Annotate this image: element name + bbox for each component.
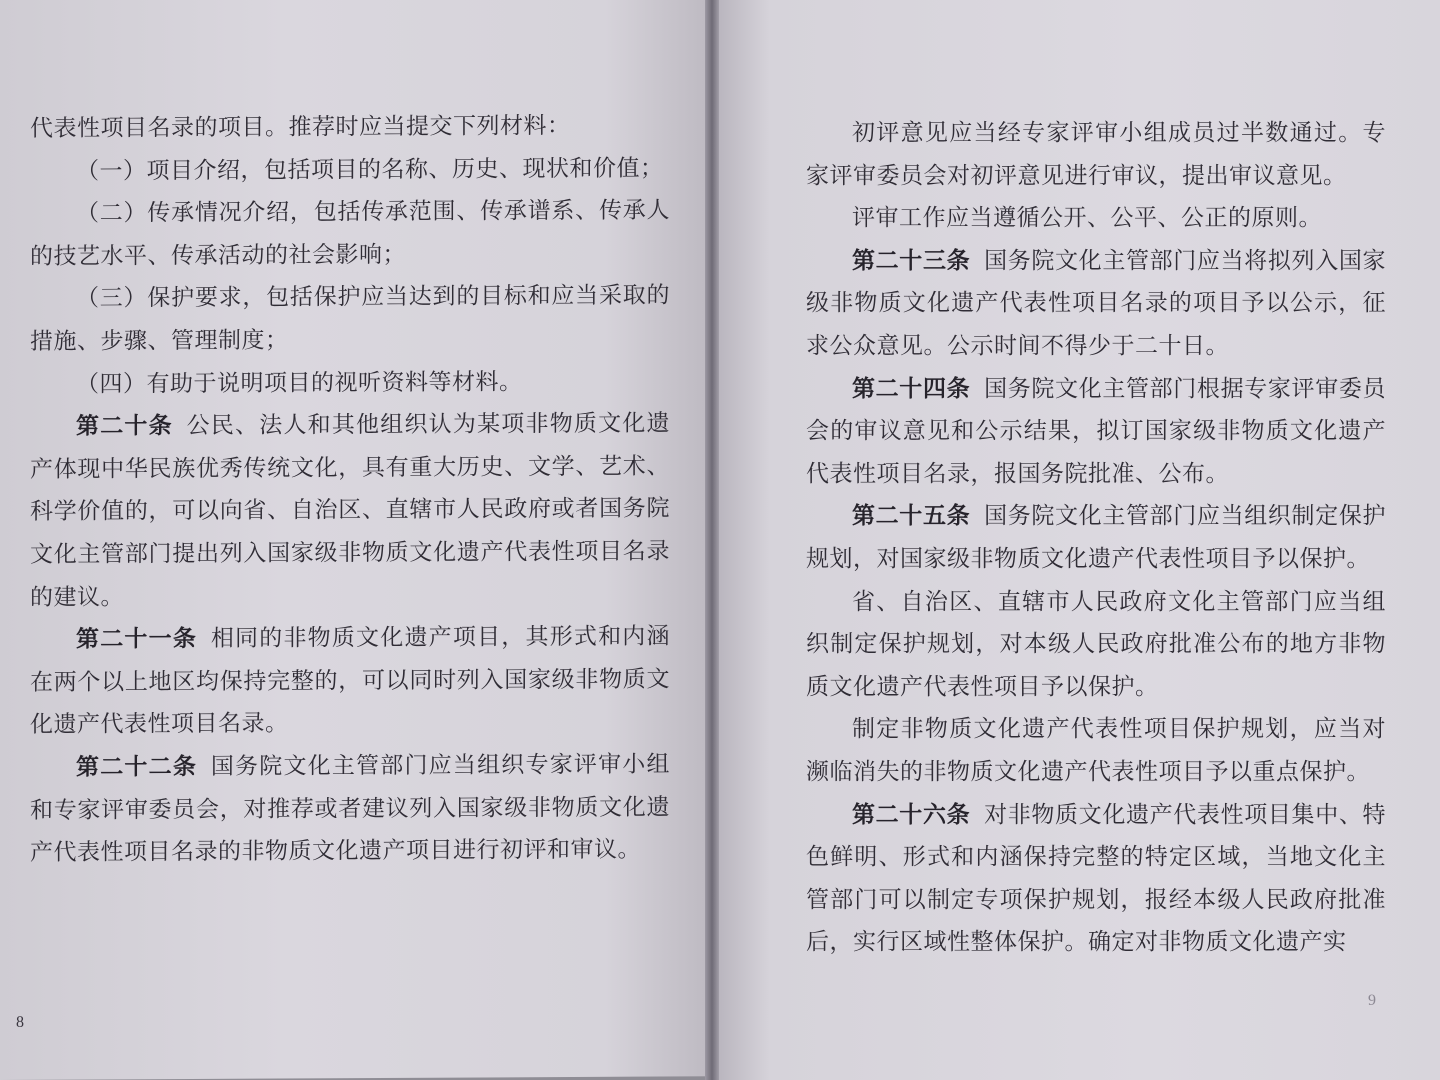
article-heading: 第二十五条 [852,502,971,530]
paragraph: 初评意见应当经专家评审小组成员过半数通过。专家评审委员会对初评意见进行审议，提出审议意见。 [806,120,1386,189]
article-paragraph: 第二十五条 国务院文化主管部门应当组织制定保护规划，对国家级非物质文化遗产代表性项目予以保护。 [806,502,1387,572]
page-number: 9 [1368,992,1376,1009]
paragraph: （四）有助于说明项目的视听资料等材料。 [76,368,523,398]
article-paragraph: 第二十三条 国务院文化主管部门应当将拟列入国家级非物质文化遗产代表性项目名录的项目予以公示，征求公众意见。公示时间不得少于二十日。 [806,246,1387,359]
article-heading: 第二十三条 [852,246,971,274]
book-gutter [705,0,719,1080]
right-page [712,0,1440,1080]
article-heading: 第二十条 [76,412,173,440]
article-heading: 第二十一条 [76,625,198,653]
page-number: 8 [16,1013,24,1031]
article-paragraph: 第二十四条 国务院文化主管部门根据专家评审委员会的审议意见和公示结果，拟订国家级非物质文化遗产代表性项目名录，报国务院批准、公布。 [806,374,1387,487]
paragraph: （三）保护要求，包括保护应当达到的目标和应当采取的措施、步骤、管理制度； [30,282,670,355]
paragraph: （二）传承情况介绍，包括传承范围、传承谱系、传承人的技艺水平、传承活动的社会影响； [30,197,670,270]
paragraph: 代表性项目名录的项目。推荐时应当提交下列材料： [30,113,571,142]
article-heading: 第二十四条 [852,374,971,402]
article-paragraph: 第二十六条 对非物质文化遗产代表性项目集中、特色鲜明、形式和内涵保持完整的特定区域，当地文化主管部门可以制定专项保护规划，报经本级人民政府批准后，实行区域性整体保护。确定对非物质文化遗产实 [806,800,1387,956]
left-page [0,0,712,1080]
paragraph: （一）项目介绍，包括项目的名称、历史、现状和价值； [76,155,664,185]
left-page-text [30,104,670,874]
paragraph: 省、自治区、直辖市人民政府文化主管部门应当组织制定保护规划，对本级人民政府批准公布的地方非物质文化遗产代表性项目予以保护。 [806,588,1386,700]
article-heading: 第二十六条 [852,800,971,828]
right-page-text [806,112,1386,964]
paragraph: 评审工作应当遵循公开、公平、公正的原则。 [852,205,1322,232]
paragraph: 制定非物质文化遗产代表性项目保护规划，应当对濒临消失的非物质文化遗产代表性项目予以重点保护。 [806,716,1386,785]
article-heading: 第二十二条 [76,752,198,781]
article-paragraph: 第二十一条 相同的非物质文化遗产项目，其形式和内涵在两个以上地区均保持完整的，可以同时列入国家级非物质文化遗产代表性项目名录。 [30,623,671,739]
article-paragraph: 第二十条 公民、法人和其他组织认为某项非物质文化遗产体现中华民族优秀传统文化，具有重大历史、文学、艺术、科学价值的，可以向省、自治区、直辖市人民政府或者国务院文化主管部门提出列入国家级非物质文化遗产代表性项目名录的建议。 [30,410,671,611]
article-paragraph: 第二十二条 国务院文化主管部门应当组织专家评审小组和专家评审委员会，对推荐或者建议列入国家级非物质文化遗产代表性项目名录的非物质文化遗产项目进行初评和审议。 [30,751,671,866]
